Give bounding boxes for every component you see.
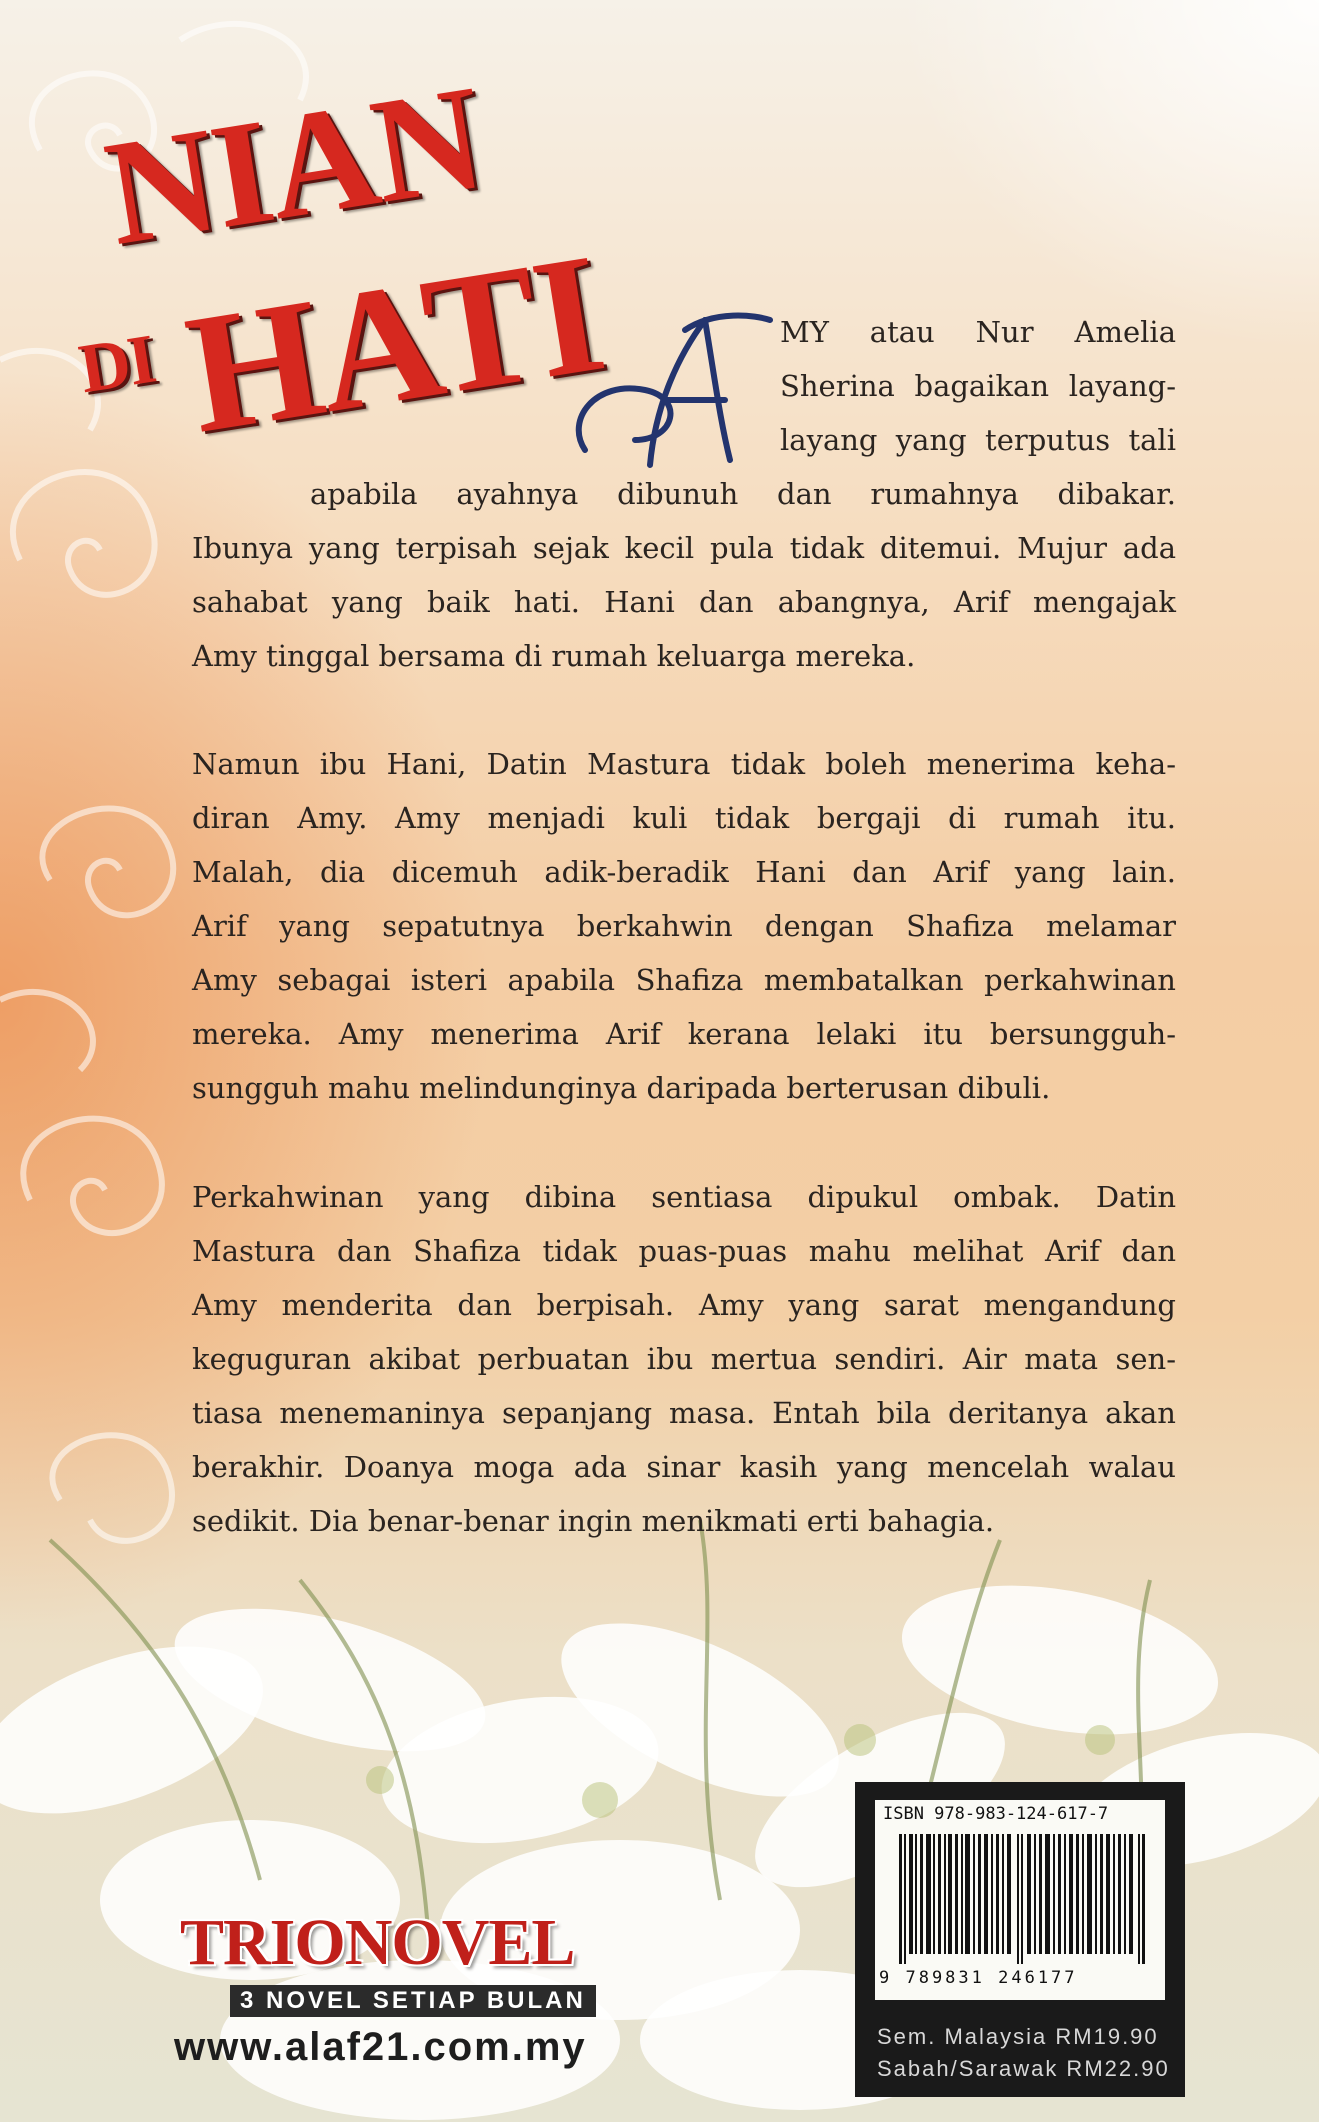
book-title — [74, 54, 614, 480]
price-sabah-sarawak: Sabah/Sarawak RM22.90 — [877, 2056, 1170, 2081]
trionovel-logo: TRIONOVEL — [180, 1906, 575, 1979]
text-line: sedikit. Dia benar-benar ingin menikmati erti bahagia. — [192, 1504, 995, 1538]
publisher-block — [170, 1905, 610, 2095]
text-line — [780, 413, 1176, 467]
title-word-nian: NIAN — [95, 54, 493, 277]
text-line — [780, 359, 1176, 413]
title-word-hati: HATI — [175, 218, 614, 469]
text-line: Amy menderita dan berpisah. Amy yang sarat mengandung — [192, 1288, 1176, 1322]
paragraph-3 — [192, 1170, 1176, 1548]
price-malaysia: Sem. Malaysia RM19.90 — [877, 2024, 1159, 2049]
text-line: berakhir. Doanya moga ada sinar kasih yang mencelah walau — [192, 1450, 1176, 1484]
text-line: Amy tinggal bersama di rumah keluarga mereka. — [192, 639, 916, 673]
text-line: Perkahwinan yang dibina sentiasa dipukul ombak. Datin — [192, 1180, 1176, 1214]
publisher-tagline: 3 NOVEL SETIAP BULAN — [230, 1985, 596, 2017]
publisher-website: www.alaf21.com.my — [174, 2025, 587, 2069]
first-lines — [780, 305, 1176, 467]
text-line-content: layang yang terputus tali — [780, 423, 1176, 457]
barcode-icon — [899, 1834, 1145, 1964]
barcode-number: 9 789831 246177 — [879, 1968, 1078, 1988]
text-line: Malah, dia dicemuh adik-beradik Hani dan Arif yang lain. — [192, 855, 1176, 889]
decorative-dropcap — [555, 300, 775, 475]
barcode-panel — [875, 1800, 1165, 2000]
text-line: tiasa menemaninya sepanjang masa. Entah bila deritanya akan — [192, 1396, 1176, 1430]
text-line — [780, 305, 1176, 359]
text-line: sahabat yang baik hati. Hani dan abangnya, Arif mengajak — [192, 585, 1176, 619]
text-line: Namun ibu Hani, Datin Mastura tidak boleh menerima keha- — [192, 747, 1176, 781]
text-line: keguguran akibat perbuatan ibu mertua sendiri. Air mata sen- — [192, 1342, 1176, 1376]
text-line: Arif yang sepatutnya berkahwin dengan Shafiza melamar — [192, 909, 1176, 943]
text-line: diran Amy. Amy menjadi kuli tidak bergaji di rumah itu. — [192, 801, 1176, 835]
isbn-barcode-box — [855, 1782, 1185, 2097]
title-word-di: DI — [74, 320, 160, 409]
isbn-label: ISBN 978-983-124-617-7 — [883, 1804, 1109, 1824]
dropcap-letter: A — [675, 442, 683, 453]
paragraph-2 — [192, 737, 1176, 1115]
text-line: sungguh mahu melindunginya daripada berterusan dibuli. — [192, 1071, 1051, 1105]
text-line: mereka. Amy menerima Arif kerana lelaki itu bersungguh- — [192, 1017, 1176, 1051]
text-line: Amy sebagai isteri apabila Shafiza membatalkan perkahwinan — [192, 963, 1176, 997]
text-line: Ibunya yang terpisah sejak kecil pula tidak ditemui. Mujur ada — [192, 531, 1176, 565]
text-line-content: Sherina bagaikan layang- — [780, 369, 1176, 403]
paragraph-1 — [192, 467, 1176, 683]
text-line: Mastura dan Shafiza tidak puas-puas mahu melihat Arif dan — [192, 1234, 1176, 1268]
text-line-content: MY atau Nur Amelia — [780, 315, 1176, 349]
text-line: apabila ayahnya dibunuh dan rumahnya dibakar. — [310, 477, 1176, 511]
